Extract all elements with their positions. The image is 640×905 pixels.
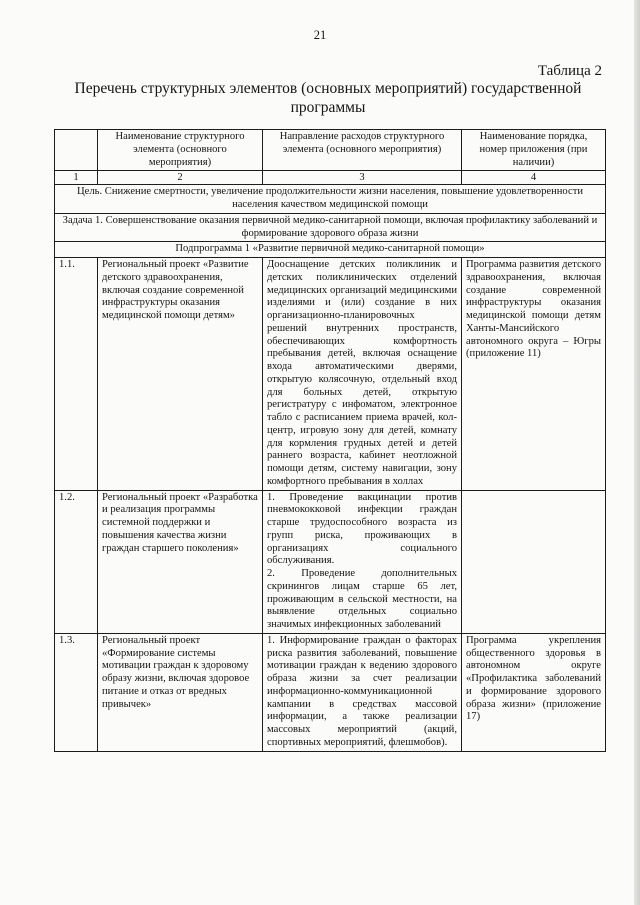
subprogram-text: Подпрограмма 1 «Развитие первичной медико-санитарной помощи» xyxy=(55,242,606,258)
column-number-1: 1 xyxy=(55,171,98,185)
row-number: 1.1. xyxy=(55,258,98,491)
direction-item: 2. Проведение дополнительных скринингов лицам старше 65 лет, проживающим в сельской местности, на выявление отдельных социально значимых инфекционных заболеваний xyxy=(267,568,457,630)
column-number-2: 2 xyxy=(98,171,263,185)
header-cell-direction: Направление расходов структурного элемента (основного мероприятия) xyxy=(263,130,462,171)
goal-text: Цель. Снижение смертности, увеличение продолжительности жизни населения, повышение удовлетворенности населения качеством медицинской помощи xyxy=(55,185,606,214)
row-appendix xyxy=(462,490,606,633)
row-direction: 1. Информирование граждан о факторах риска развития заболеваний, повышение мотивации граждан к ведению здорового образа жизни за счет реализации информационно-коммуникационной кампании в средствах массовой информации, а также реализации массовых мероприятий (акций, спортивных мероприятий, флешмобов). xyxy=(263,633,462,751)
table-row xyxy=(55,633,606,751)
header-cell-number xyxy=(55,130,98,171)
direction-item: 1. Проведение вакцинации против пневмококковой инфекции граждан старше трудоспособного возраста из групп риска, проживающих в организациях социального обслуживания. xyxy=(267,491,457,567)
row-direction xyxy=(263,490,462,633)
row-appendix: Программа развития детского здравоохранения, включая создание современной инфраструктуры оказания медицинской помощи детям Ханты-Мансийского автономного округа – Югры (приложение 11) xyxy=(462,258,606,491)
header-row xyxy=(55,130,606,171)
row-name: Региональный проект «Развитие детского здравоохранения, включая создание современной инфраструктуры оказания медицинской помощи детям» xyxy=(98,258,263,491)
row-number: 1.2. xyxy=(55,490,98,633)
table-row xyxy=(55,490,606,633)
header-cell-appendix: Наименование порядка, номер приложения (при наличии) xyxy=(462,130,606,171)
row-name: Региональный проект «Формирование системы мотивации граждан к здоровому образу жизни, включая здоровое питание и отказ от вредных привычек» xyxy=(98,633,263,751)
column-number-4: 4 xyxy=(462,171,606,185)
row-number: 1.3. xyxy=(55,633,98,751)
column-number-3: 3 xyxy=(263,171,462,185)
page-edge xyxy=(634,0,640,905)
page-title: Перечень структурных элементов (основных мероприятий) государственной программы xyxy=(74,80,582,116)
goal-row xyxy=(55,185,606,214)
task-text: Задача 1. Совершенствование оказания первичной медико-санитарной помощи, включая профилактику заболеваний и формирование здорового образа жизни xyxy=(55,213,606,242)
structural-elements-table xyxy=(54,129,606,752)
column-number-row xyxy=(55,171,606,185)
row-name: Региональный проект «Разработка и реализация программы системной поддержки и повышения качества жизни граждан старшего поколения» xyxy=(98,490,263,633)
header-cell-name: Наименование структурного элемента (основного мероприятия) xyxy=(98,130,263,171)
row-appendix: Программа укрепления общественного здоровья в автономном округе «Профилактика заболеваний и формирование здорового образа жизни» (приложение 17) xyxy=(462,633,606,751)
row-direction: Дооснащение детских поликлиник и детских поликлинических отделений медицинских организаций медицинскими изделиями и (или) создание в них организационно-планировочных решений внутренних пространств, обеспечивающих комфортность пребывания детей, включая оснащение входа автоматическими дверями, открытую колясочную, отдельный вход для больных детей, открытую регистратуру с инфоматом, электронное табло с расписанием приема врачей, кол-центр, игровую зону для детей, комнату для кормления грудных детей и детей раннего возраста, кабинет неотложной помощи детям, систему навигации, зону комфортного пребывания в холлах xyxy=(263,258,462,491)
table-row xyxy=(55,258,606,491)
table-label: Таблица 2 xyxy=(537,63,602,79)
page-number: 21 xyxy=(313,28,327,42)
subprogram-row xyxy=(55,242,606,258)
task-row xyxy=(55,213,606,242)
